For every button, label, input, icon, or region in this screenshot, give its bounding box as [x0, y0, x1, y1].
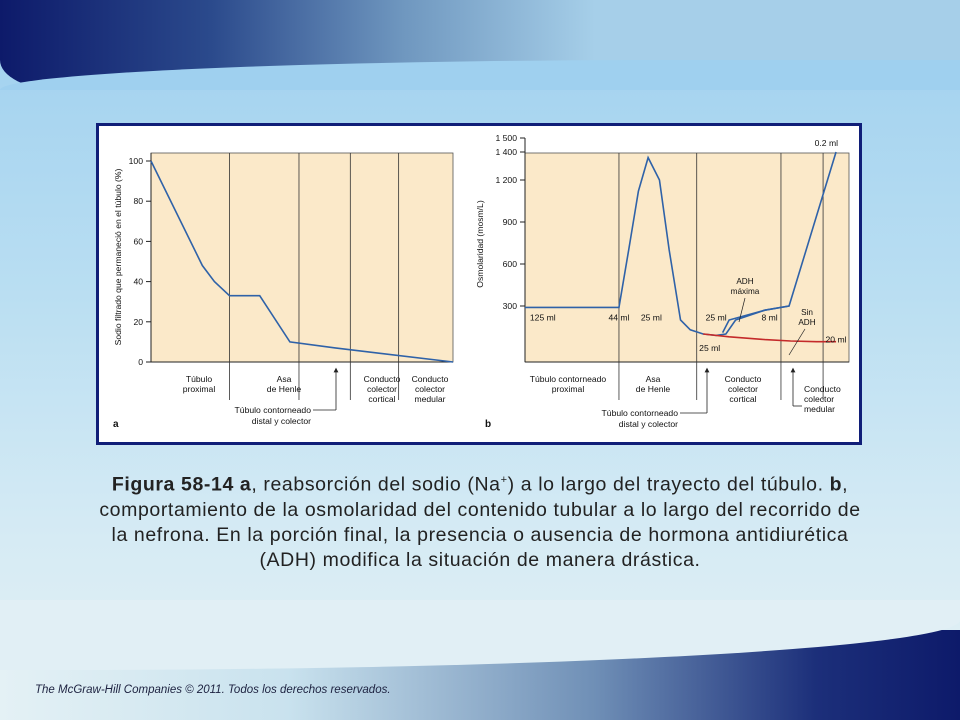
copyright-footer: The McGraw-Hill Companies © 2011. Todos los derechos reservados.: [35, 684, 391, 696]
panel-a-segment-1: Túbulo proximal: [182, 374, 216, 394]
caption-text-3: , comportamiento de la osmolaridad del contenido tubular a lo largo del recorrido de la nefrona. En la porción final, la presencia o ausencia de hormona antidiurética (ADH) modifica la situación de manera drástica.: [99, 473, 861, 571]
panel-a-ytick-label: 80: [133, 196, 143, 207]
panel-b-volume-label: 125 ml: [529, 312, 556, 323]
panel-b: [475, 133, 849, 430]
panel-b-ytick-label: 600: [502, 259, 517, 269]
caption-text-1: , reabsorción del sodio (Na: [251, 473, 501, 496]
panel-b-label-adh-max: ADH máxima: [730, 277, 760, 296]
panel-a-segment-2: Asa de Henle: [266, 374, 302, 394]
panel-b-segment-2: Asa de Henle: [635, 374, 671, 394]
panel-b-volume-label: 8 ml: [761, 312, 778, 323]
caption-superscript: +: [500, 474, 508, 486]
panel-b-ylabel: Osmolaridad (mosm/L): [475, 200, 485, 288]
panel-b-volume-label: 44 ml: [608, 312, 630, 323]
panel-b-ytick-label: 900: [502, 217, 517, 227]
panel-a-ytick-label: 100: [128, 156, 143, 166]
panel-a-annotation: Túbulo contorneado distal y colector: [234, 405, 311, 426]
panel-b-volume-label: 0.2 ml: [814, 138, 839, 148]
panel-b-ytick-label: 300: [502, 301, 517, 311]
panel-a-letter: a: [113, 419, 119, 430]
panel-a-ytick-label: 20: [133, 316, 143, 327]
panel-a-ytick-label: 0: [138, 357, 143, 367]
panel-b-letter: b: [485, 419, 492, 430]
panel-b-segment-1: Túbulo contorneado proximal: [529, 374, 607, 394]
panel-a-ylabel: Sodio filtrado que permaneció en el túbulo (%): [113, 168, 123, 346]
caption-text-2: ) a lo largo del trayecto del túbulo.: [507, 473, 830, 496]
panel-b-segment-4: Conducto colector medular: [804, 384, 841, 414]
panel-b-segment-3: Conducto colector cortical: [724, 374, 762, 404]
caption-b-label: b: [829, 473, 843, 496]
panel-b-ytick-label: 1 400: [495, 147, 517, 157]
figure-svg: [99, 126, 859, 442]
panel-b-ytick-label: 1 500: [495, 133, 517, 143]
panel-b-volume-label: 20 ml: [825, 334, 847, 345]
panel-a-ytick-label: 40: [133, 276, 143, 287]
panel-b-label-no-adh: Sin ADH: [798, 308, 816, 327]
panel-a-ytick-label: 60: [133, 236, 143, 247]
caption-figure-label: Figura 58-14 a: [111, 473, 252, 496]
panel-b-volume-label: 25 ml: [640, 312, 662, 323]
panel-b-volume-label: 25 ml: [705, 312, 727, 323]
figure-caption: [90, 468, 870, 573]
header-band: [0, 0, 960, 90]
panel-b-ytick-label: 1 200: [495, 175, 517, 185]
panel-b-volume-label: 25 ml: [699, 342, 721, 353]
panel-a-segment-4: Conducto colector medular: [411, 374, 449, 404]
panel-a-segment-3: Conducto colector cortical: [363, 374, 401, 404]
figure-frame: [96, 123, 862, 445]
panel-b-annotation: Túbulo contorneado distal y colector: [601, 408, 678, 429]
panel-a: [113, 153, 453, 430]
